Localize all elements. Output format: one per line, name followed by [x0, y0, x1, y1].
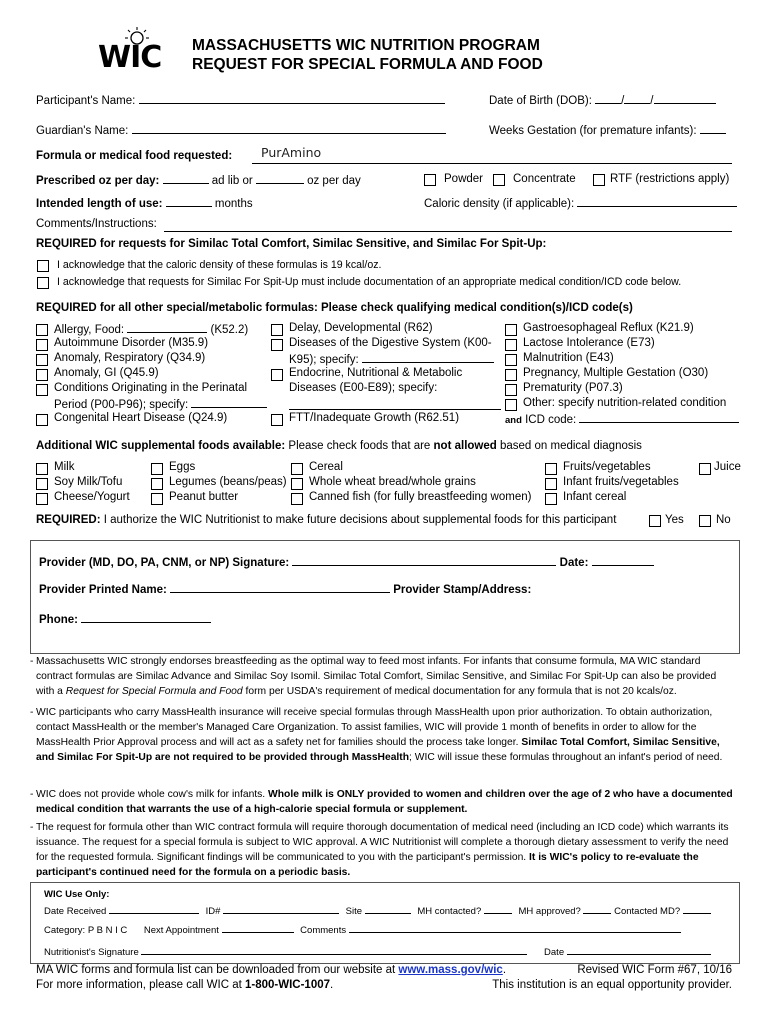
- date-received-label: Date Received: [44, 906, 107, 917]
- powder-checkbox[interactable]: [424, 174, 436, 186]
- allergy-checkbox[interactable]: [36, 324, 48, 336]
- note4-text: The request for formula other than WIC contract formula will require thorough documentation of medical need (including an ICD code) which warrants its issuance. The request for a special formula is subject to WIC approval. A WIC Nutritionist will complete a thorough dietary assessment to verify the need for the requested formula. Significant findings will be communicated to you with the participant's permission.: [36, 822, 729, 863]
- whole-wheat-checkbox[interactable]: [291, 478, 303, 490]
- perinatal-row2: [54, 397, 267, 411]
- footer-download: [36, 964, 506, 976]
- perinatal-checkbox[interactable]: [36, 384, 48, 396]
- digestive-checkbox[interactable]: [271, 339, 283, 351]
- website-link[interactable]: www.mass.gov/wic: [398, 964, 503, 976]
- page-title-line1: MASSACHUSETTS WIC NUTRITION PROGRAM: [192, 37, 540, 54]
- provider-printed-field[interactable]: [170, 582, 390, 593]
- legumes-checkbox[interactable]: [151, 478, 163, 490]
- eggs-label: Eggs: [169, 461, 196, 473]
- formula-field-line[interactable]: [252, 163, 732, 164]
- prescribed-oz-field[interactable]: [163, 173, 209, 184]
- note2-text: WIC participants who carry MassHealth insurance will receive special formulas through MassHealth upon prior authorization. To obtain authorization, contact MassHealth or the member's Managed Care Organization. To assist families, WIC will provide 1 month of benefits in order to allow for the MassHealth Prior Approval process and will act as a safety net for families should the process take longer.: [36, 707, 713, 748]
- nutritionist-signature-label: Nutritionist's Signature: [44, 947, 139, 958]
- infant-cereal-label: Infant cereal: [563, 491, 627, 503]
- authorize-row: [36, 514, 616, 526]
- id-field[interactable]: [223, 905, 339, 914]
- gestation-row: [489, 123, 726, 137]
- endocrine-checkbox[interactable]: [271, 369, 283, 381]
- formula-value[interactable]: PurAmino: [261, 145, 322, 160]
- juice-label: Juice: [714, 461, 741, 473]
- participant-name-field[interactable]: [139, 93, 445, 104]
- concentrate-label: Concentrate: [513, 173, 576, 185]
- dob-label: Date of Birth (DOB):: [489, 95, 592, 107]
- ftt-label: FTT/Inadequate Growth (R62.51): [289, 412, 460, 424]
- provider-phone-row: [39, 612, 211, 626]
- provider-signature-label: Provider (MD, DO, PA, CNM, or NP) Signature:: [39, 557, 290, 569]
- eggs-checkbox[interactable]: [151, 463, 163, 475]
- malnutrition-checkbox[interactable]: [505, 354, 517, 366]
- next-appointment-field[interactable]: [222, 924, 294, 933]
- other-condition-label: Other: specify nutrition-related condition: [523, 397, 727, 409]
- nutritionist-signature-field[interactable]: [141, 946, 527, 955]
- wic-use-title: WIC Use Only:: [44, 889, 110, 900]
- infant-fruits-label: Infant fruits/vegetables: [563, 476, 679, 488]
- wic-use-row3: [44, 946, 711, 958]
- endocrine-label: Endocrine, Nutritional & Metabolic: [289, 367, 463, 379]
- provider-signature-row: [39, 555, 654, 569]
- caloric-row: [424, 196, 737, 210]
- reflux-label: Gastroesophageal Reflux (K21.9): [523, 322, 694, 334]
- anomaly-respiratory-checkbox[interactable]: [36, 354, 48, 366]
- gestation-field[interactable]: [700, 123, 726, 134]
- lactose-checkbox[interactable]: [505, 339, 517, 351]
- concentrate-checkbox[interactable]: [493, 174, 505, 186]
- footer-equal-opportunity: This institution is an equal opportunity provider.: [492, 979, 732, 991]
- dob-separator: /: [621, 95, 625, 107]
- icd-code-field[interactable]: [579, 412, 739, 423]
- provider-date-label: Date:: [559, 557, 589, 569]
- page-title-line2: REQUEST FOR SPECIAL FORMULA AND FOOD: [192, 56, 543, 73]
- note-documentation: - The request for formula other than WIC contract formula will require thorough documentation of medical need (including an ICD code) which warrants its issuance. The request for a special formula is subject to WIC approval. A WIC Nutritionist will complete a thorough dietary assessment to verify the need for the requested formula. Significant findings will be communicated to you with the participant's permission. It is WIC's policy to re-evaluate the participant's continued need for the formula on a periodic basis.: [30, 822, 729, 878]
- prescribed-label: Prescribed oz per day:: [36, 175, 160, 187]
- allergy-code: (K52.2): [210, 324, 249, 336]
- provider-date-field[interactable]: [592, 555, 654, 566]
- note-breastfeeding: - Massachusetts WIC strongly endorses breastfeeding as the optimal way to feed most infants. For infants that consume formula, MA WIC standard contract formulas are Similac Advance and Similac Soy Isomil. Similac Total Comfort, Similac Sensitive, and Similac For Spit-Up can also be provided with a Request for Special Formula and Food form per USDA's requirement of medical documentation for any formula that is not 20 kcals/oz.: [30, 656, 717, 697]
- provider-phone-field[interactable]: [81, 612, 211, 623]
- mh-approved-field[interactable]: [583, 905, 611, 914]
- formula-label: Formula or medical food requested:: [36, 150, 233, 162]
- length-row: [36, 196, 253, 210]
- perinatal-label2: Period (P00-P96); specify:: [54, 399, 189, 411]
- length-unit: months: [214, 198, 253, 210]
- wic-logo-text: WIC: [98, 40, 162, 75]
- rtf-label: RTF (restrictions apply): [610, 173, 730, 185]
- note3-bold: Whole milk is ONLY provided to women and children over the age of 2 who have a documented medical condition that warrants the use of a high-calorie special formula or supplement.: [36, 789, 733, 815]
- authorize-bold: REQUIRED:: [36, 514, 101, 526]
- supplemental-heading-text2: based on medical diagnosis: [499, 440, 642, 452]
- fruits-veg-label: Fruits/vegetables: [563, 461, 651, 473]
- cereal-checkbox[interactable]: [291, 463, 303, 475]
- similac-heading: REQUIRED for requests for Similac Total Comfort, Similac Sensitive, and Similac For Spit-Up:: [36, 238, 547, 250]
- dob-row: [489, 93, 716, 107]
- note4-bold: It is WIC's policy to re-evaluate the participant's continued need for the formula on a periodic basis.: [36, 852, 699, 878]
- length-field[interactable]: [166, 196, 212, 207]
- anomaly-gi-label: Anomaly, GI (Q45.9): [54, 367, 159, 379]
- mh-contacted-label: MH contacted?: [417, 906, 482, 917]
- authorize-no-label: No: [716, 514, 731, 526]
- supplemental-heading-text1: Please check foods that are: [288, 440, 431, 452]
- digestive-row2: [289, 352, 494, 366]
- digestive-specify-field[interactable]: [362, 352, 494, 363]
- wic-date-label: Date: [544, 947, 565, 958]
- ftt-checkbox[interactable]: [271, 414, 283, 426]
- caloric-label: Caloric density (if applicable):: [424, 198, 575, 210]
- ack1-text: I acknowledge that the caloric density of these formulas is 19 kcal/oz.: [57, 259, 382, 271]
- digestive-label2: K95); specify:: [289, 354, 359, 366]
- cereal-label: Cereal: [309, 461, 343, 473]
- milk-label: Milk: [54, 461, 75, 473]
- note1-italic: Request for Special Formula and Food: [65, 686, 243, 697]
- dob-separator: /: [650, 95, 654, 107]
- footer-revised: Revised WIC Form #67, 10/16: [577, 964, 732, 976]
- provider-signature-field[interactable]: [292, 555, 556, 566]
- comments-label: Comments/Instructions:: [36, 218, 157, 230]
- endocrine-specify-field[interactable]: [289, 409, 501, 410]
- site-label: Site: [345, 906, 363, 917]
- pregnancy-multiple-label: Pregnancy, Multiple Gestation (O30): [523, 367, 709, 379]
- prescribed-mid: ad lib or: [211, 175, 253, 187]
- note1-text: Massachusetts WIC strongly endorses breastfeeding as the optimal way to feed most infants. For infants that consume formula, MA WIC standard contract formulas are Similac Advance and Similac Soy Isomil. Similac Total Comfort, Similac Sensitive, and Similac For Spit-Up can also be provided with a: [36, 656, 717, 697]
- footer-period: .: [502, 964, 507, 976]
- contacted-md-field[interactable]: [683, 905, 711, 914]
- provider-phone-label: Phone:: [39, 614, 78, 626]
- anomaly-gi-checkbox[interactable]: [36, 369, 48, 381]
- guardian-row: [36, 123, 446, 137]
- note1-text2: form per USDA's requirement of medical documentation for any formula that is not 20 kcals/oz.: [245, 686, 677, 697]
- contacted-md-label: Contacted MD?: [614, 906, 681, 917]
- icd-and: and: [505, 415, 522, 426]
- icd-code-label: ICD code:: [525, 414, 577, 426]
- dob-month-field[interactable]: [595, 93, 621, 104]
- note-masshealth: - WIC participants who carry MassHealth insurance will receive special formulas through MassHealth upon prior authorization. To obtain authorization, contact MassHealth or the member's Managed Care Organization. To assist families, WIC will provide 1 month of benefits in order to allow for the MassHealth Prior Approval process and will act as a safety net for families should the process take longer. Similac Total Comfort, Similac Sensitive, and Similac For Spit-Up are not required to be provided through MassHealth; WIC will issue these formulas throughout an infant's period of need.: [30, 707, 723, 763]
- cheese-checkbox[interactable]: [36, 493, 48, 505]
- length-label: Intended length of use:: [36, 198, 163, 210]
- powder-label: Powder: [444, 173, 483, 185]
- juice-checkbox[interactable]: [699, 463, 711, 475]
- delay-developmental-label: Delay, Developmental (R62): [289, 322, 433, 334]
- malnutrition-label: Malnutrition (E43): [523, 352, 614, 364]
- lactose-label: Lactose Intolerance (E73): [523, 337, 655, 349]
- pregnancy-multiple-checkbox[interactable]: [505, 369, 517, 381]
- ack2-text: I acknowledge that requests for Similac For Spit-Up must include documentation of an appropriate medical condition/ICD code below.: [57, 276, 682, 288]
- conditions-heading: REQUIRED for all other special/metabolic formulas: Please check qualifying medical condition(s)/ICD code(s): [36, 302, 633, 314]
- milk-checkbox[interactable]: [36, 463, 48, 475]
- note2-bold: Similac Total Comfort, Similac Sensitive, and Similac For Spit-Up are not required to be provided through MassHealth: [36, 737, 720, 763]
- supplemental-not-allowed: not allowed: [433, 440, 497, 452]
- dob-year-field[interactable]: [654, 93, 716, 104]
- canned-fish-checkbox[interactable]: [291, 493, 303, 505]
- mh-approved-label: MH approved?: [518, 906, 581, 917]
- perinatal-label: Conditions Originating in the Perinatal: [54, 382, 248, 394]
- date-received-field[interactable]: [109, 905, 199, 914]
- id-label: ID#: [205, 906, 221, 917]
- guardian-label: Guardian's Name:: [36, 125, 129, 137]
- site-field[interactable]: [365, 905, 411, 914]
- authorize-text: I authorize the WIC Nutritionist to make future decisions about supplemental foods for this participant: [103, 514, 617, 526]
- footer-phone: 1-800-WIC-1007: [245, 979, 331, 991]
- congenital-heart-checkbox[interactable]: [36, 414, 48, 426]
- infant-cereal-checkbox[interactable]: [545, 493, 557, 505]
- reflux-checkbox[interactable]: [505, 324, 517, 336]
- authorize-yes-checkbox[interactable]: [649, 515, 661, 527]
- footer-call-text: For more information, please call WIC at: [36, 979, 242, 991]
- next-appointment-label: Next Appointment: [143, 925, 219, 936]
- ack1-checkbox[interactable]: [37, 260, 49, 272]
- provider-printed-row: [39, 582, 531, 596]
- note-whole-milk: - WIC does not provide whole cow's milk for infants. Whole milk is ONLY provided to women and children over the age of 2 who have a documented medical condition that warrants the use of a high-calorie special formula or supplement.: [30, 789, 733, 815]
- comments-field[interactable]: [164, 231, 732, 232]
- peanut-butter-label: Peanut butter: [169, 491, 239, 503]
- mh-contacted-field[interactable]: [484, 905, 512, 914]
- rtf-checkbox[interactable]: [593, 174, 605, 186]
- whole-wheat-label: Whole wheat bread/whole grains: [309, 476, 476, 488]
- supplemental-heading: [36, 440, 642, 452]
- congenital-heart-label: Congenital Heart Disease (Q24.9): [54, 412, 228, 424]
- supplemental-heading-bold: Additional WIC supplemental foods available:: [36, 440, 286, 452]
- wic-use-row2: [44, 924, 681, 936]
- fruits-veg-checkbox[interactable]: [545, 463, 557, 475]
- prescribed-row: [36, 173, 361, 187]
- wic-comments-label: Comments: [300, 925, 347, 936]
- authorize-no-checkbox[interactable]: [699, 515, 711, 527]
- dob-day-field[interactable]: [624, 93, 650, 104]
- guardian-name-field[interactable]: [132, 123, 446, 134]
- ack2-checkbox[interactable]: [37, 277, 49, 289]
- participant-name-row: [36, 93, 445, 107]
- prescribed-end: oz per day: [307, 175, 361, 187]
- footer-call: [36, 979, 333, 991]
- autoimmune-checkbox[interactable]: [36, 339, 48, 351]
- authorize-yes-label: Yes: [665, 514, 684, 526]
- wic-date-field[interactable]: [567, 946, 711, 955]
- provider-printed-label: Provider Printed Name:: [39, 584, 167, 596]
- wic-use-row1: [44, 905, 711, 917]
- participant-name-label: Participant's Name:: [36, 95, 136, 107]
- provider-stamp-label: Provider Stamp/Address:: [393, 584, 532, 596]
- wic-logo: [98, 26, 160, 76]
- cheese-label: Cheese/Yogurt: [54, 491, 130, 503]
- wic-comments-field[interactable]: [349, 924, 681, 933]
- legumes-label: Legumes (beans/peas): [169, 476, 287, 488]
- autoimmune-label: Autoimmune Disorder (M35.9): [54, 337, 209, 349]
- note3-text: WIC does not provide whole cow's milk for infants.: [36, 789, 266, 800]
- category-label: Category: P B N I C: [44, 925, 128, 936]
- soymilk-checkbox[interactable]: [36, 478, 48, 490]
- prematurity-label: Prematurity (P07.3): [523, 382, 623, 394]
- canned-fish-label: Canned fish (for fully breastfeeding women): [309, 491, 532, 503]
- prematurity-checkbox[interactable]: [505, 384, 517, 396]
- footer-period: .: [330, 979, 334, 991]
- peanut-butter-checkbox[interactable]: [151, 493, 163, 505]
- perinatal-specify-field[interactable]: [191, 397, 267, 408]
- allergy-row: [54, 322, 248, 336]
- digestive-label: Diseases of the Digestive System (K00-: [289, 337, 492, 349]
- delay-developmental-checkbox[interactable]: [271, 324, 283, 336]
- endocrine-label2: Diseases (E00-E89); specify:: [289, 382, 438, 394]
- icd-code-row: [505, 412, 739, 426]
- gestation-label: Weeks Gestation (for premature infants):: [489, 125, 697, 137]
- footer-download-text: MA WIC forms and formula list can be downloaded from our website at: [36, 964, 396, 976]
- other-condition-checkbox[interactable]: [505, 399, 517, 411]
- anomaly-respiratory-label: Anomaly, Respiratory (Q34.9): [54, 352, 206, 364]
- caloric-field[interactable]: [577, 196, 737, 207]
- soymilk-label: Soy Milk/Tofu: [54, 476, 123, 488]
- note2-text2: ; WIC will issue these formulas throughout an infant's period of need.: [409, 752, 723, 763]
- allergy-label: Allergy, Food:: [54, 324, 125, 336]
- allergy-field[interactable]: [127, 322, 207, 333]
- infant-fruits-checkbox[interactable]: [545, 478, 557, 490]
- prescribed-oz2-field[interactable]: [256, 173, 304, 184]
